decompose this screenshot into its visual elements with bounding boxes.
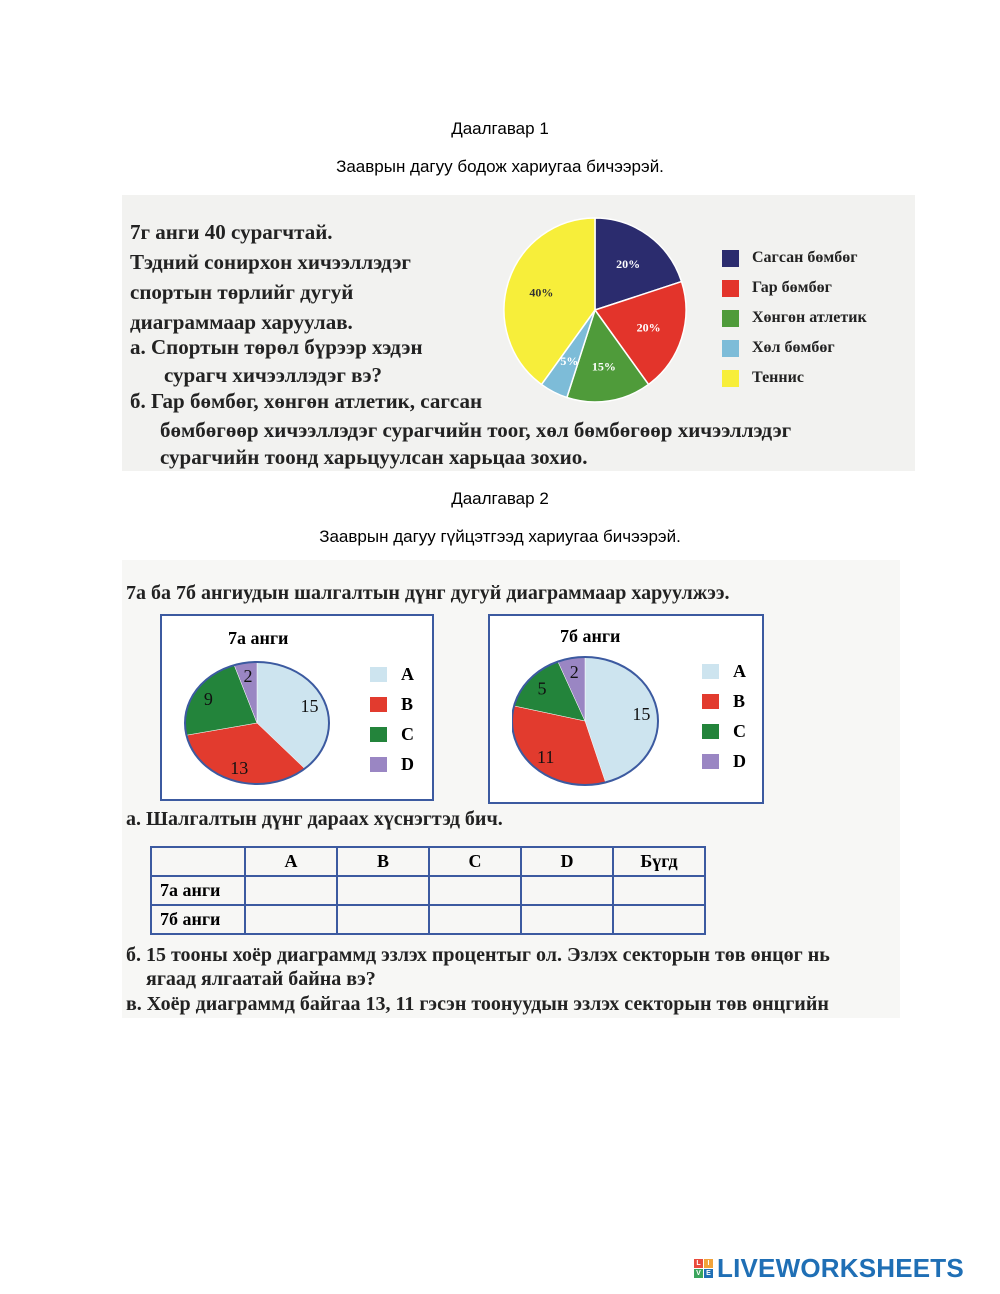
problem-line: 7г анги 40 сурагчтай. [130,220,333,244]
pie-slice-label: 9 [203,689,213,710]
pie-slice-label: 2 [569,661,579,682]
legend-label: B [733,690,746,711]
answer-cell[interactable] [337,876,429,905]
task2-question-c: в. Хоёр диаграммд байгаа 13, 11 гэсэн тоонуудын эзлэх секторын төв өнцгийн [126,993,829,1015]
question-b: б. Гар бөмбөг, хөнгөн атлетик, сагсан [130,389,483,413]
pie-slice-label: 40% [529,285,554,300]
sports-legend [722,243,867,393]
legend-label: Гар бөмбөг [752,279,832,296]
legend-item [722,243,867,273]
answer-cell[interactable] [429,876,521,905]
legend-swatch [370,697,387,712]
liveworksheets-logo [694,1253,964,1284]
task2-panel [122,560,900,1018]
pie-slice-label: 15% [591,359,616,374]
legend-item [370,719,414,749]
problem-line: диаграммаар харуулав. [130,310,353,334]
legend-swatch [722,280,739,297]
legend-label: Теннис [752,369,804,386]
legend-item [370,659,414,689]
problem-line: спортын төрлийг дугуй [130,280,354,304]
legend-item [702,716,746,746]
table-header-row [151,847,705,876]
task2-intro: 7а ба 7б ангиудын шалгалтын дүнг дугуй диаграммаар харуулжээ. [126,582,730,604]
answer-cell[interactable] [521,905,613,934]
pie-slice-label: 13 [230,758,249,779]
scores-table [150,846,706,935]
chart-7b-title: 7б анги [560,626,621,646]
legend-swatch [722,310,739,327]
legend-swatch [370,757,387,772]
chart-7b-pie [512,654,662,790]
legend-swatch [370,667,387,682]
task1-instruction: Заaврын дагуу бодож хариугаа бичээрэй. [336,157,664,176]
answer-cell[interactable] [521,876,613,905]
legend-label: C [733,720,746,741]
pie-slice-label: 11 [537,747,555,768]
table-row [151,876,705,905]
question-a: а. Спортын төрөл бүрээр хэдэн [130,335,423,359]
table-header-cell: C [429,847,521,876]
task1-heading: Даалгавар 1 [451,119,549,138]
legend-swatch [370,727,387,742]
legend-label: C [401,723,414,744]
legend-swatch [722,250,739,267]
answer-cell[interactable] [337,905,429,934]
table-header-cell: Бүгд [613,847,705,876]
answer-cell[interactable] [429,905,521,934]
chart-7b-legend [702,656,746,776]
chart-7a-legend [370,659,414,779]
pie-slice-label: 15 [300,696,319,717]
legend-item [702,686,746,716]
task2-question-b-cont: ягаад ялгаатай байна вэ? [146,968,376,990]
logo-mark-letter: V [694,1269,703,1278]
logo-mark-letter: L [694,1259,703,1268]
pie-slice-label: 15 [632,703,651,724]
pie-slice-label: 20% [636,320,661,335]
sports-pie-chart [498,215,692,405]
task2-question-a: а. Шалгалтын дүнг дараах хүснэгтэд бич. [126,808,503,830]
legend-item [722,363,867,393]
task2-heading: Даалгавар 2 [451,489,549,508]
legend-label: B [401,693,414,714]
task2-instruction: Заaврын дагуу гүйцэтгээд хариугаа бичээрэй. [319,527,681,546]
chart-7b-box [488,614,764,804]
legend-swatch [722,340,739,357]
legend-swatch [702,724,719,739]
table-header-cell: D [521,847,613,876]
table-header-cell [151,847,245,876]
legend-label: Сагсан бөмбөг [752,249,858,266]
logo-mark-letter: I [704,1259,713,1268]
logo-wordmark: LIVEWORKSHEETS [717,1253,964,1283]
legend-label: Хөнгөн атлетик [752,309,867,326]
legend-item [702,656,746,686]
pie-slice-label: 5 [537,678,547,699]
problem-line: Тэдний сонирхон хичээллэдэг [130,250,411,274]
task2-question-b: б. 15 тооны хоёр диаграммд эзлэх процентыг ол. Эзлэх секторын төв өнцөг нь [126,944,830,966]
row-label: 7а анги [151,876,245,905]
answer-cell[interactable] [245,905,337,934]
table-header-cell: B [337,847,429,876]
question-b-cont: сурагчийн тоонд харьцуулсан харьцаа зохио. [160,445,588,469]
legend-swatch [702,754,719,769]
chart-7a-title: 7а анги [228,628,289,648]
legend-item [722,303,867,333]
legend-label: Хөл бөмбөг [752,339,835,356]
question-b-cont: бөмбөгөөр хичээллэдэг сурагчийн тоог, хөл бөмбөгөөр хичээллэдэг [160,418,792,442]
pie-slice-label: 5% [560,353,579,368]
legend-label: D [401,753,414,774]
answer-cell[interactable] [613,905,705,934]
pie-slice-label: 20% [616,256,641,271]
legend-item [702,746,746,776]
pie-slice-label: 2 [243,666,253,687]
legend-label: A [401,663,414,684]
question-a-cont: сурагч хичээллэдэг вэ? [164,363,383,387]
row-label: 7б анги [151,905,245,934]
answer-cell[interactable] [245,876,337,905]
legend-swatch [702,694,719,709]
legend-swatch [702,664,719,679]
legend-swatch [722,370,739,387]
table-header-cell: A [245,847,337,876]
logo-mark-letter: E [704,1269,713,1278]
table-row [151,905,705,934]
chart-7a-box [160,614,434,801]
task1-panel [122,195,915,471]
legend-item [370,689,414,719]
legend-label: D [733,750,746,771]
legend-item [722,333,867,363]
chart-7a-pie [184,658,334,788]
answer-cell[interactable] [613,876,705,905]
logo-mark [694,1259,713,1278]
legend-item [370,749,414,779]
legend-item [722,273,867,303]
legend-label: A [733,660,746,681]
